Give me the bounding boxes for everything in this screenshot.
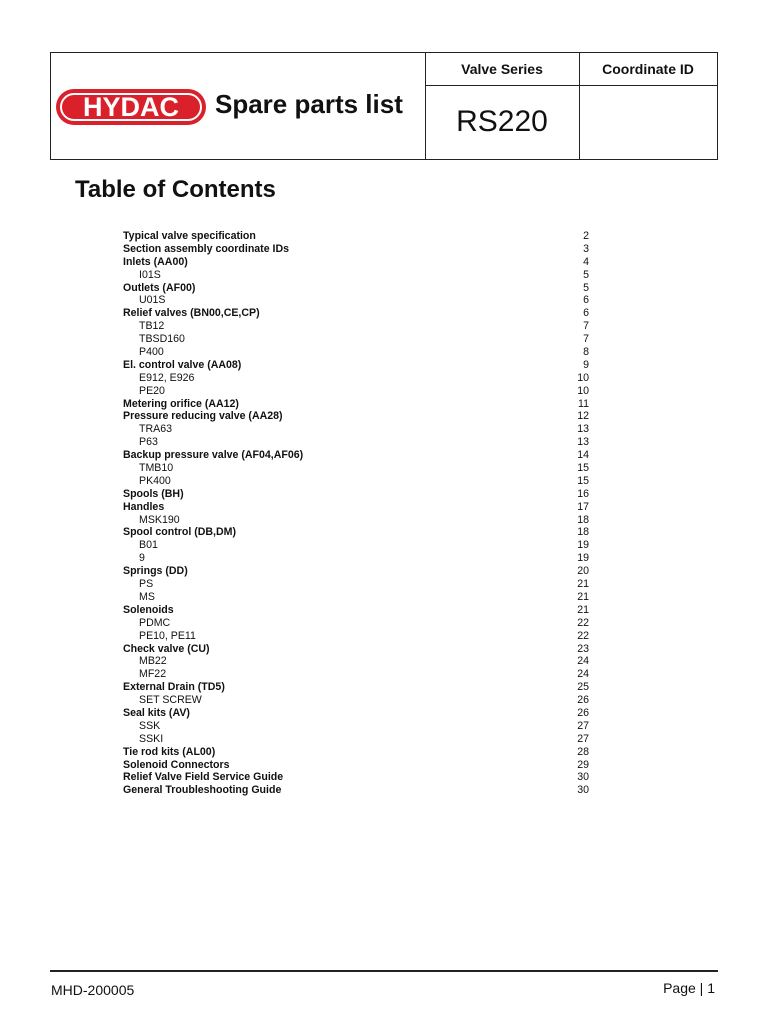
toc-entry[interactable] (123, 462, 593, 475)
toc-entry-title: SSKI (139, 732, 164, 745)
toc-entry-page: 27 (577, 732, 589, 745)
toc-entry-title: Check valve (CU) (123, 642, 210, 655)
toc-entry-title: TB12 (139, 320, 165, 333)
toc-entry-title: Solenoid Connectors (123, 758, 230, 771)
toc-entry-title: E912, E926 (139, 371, 195, 384)
toc-entry[interactable] (123, 230, 593, 243)
toc-entry-title: Handles (123, 500, 165, 513)
valve-series-value: RS220 (456, 105, 548, 138)
toc-entry-title: PE10, PE11 (139, 629, 196, 642)
toc-entry[interactable] (123, 771, 593, 784)
toc-entry[interactable] (123, 733, 593, 746)
toc-entry[interactable] (123, 282, 593, 295)
toc-entry-title: MSK190 (139, 513, 180, 526)
toc-entry[interactable] (123, 707, 593, 720)
document-id: MHD-200005 (51, 982, 135, 998)
toc-entry-title: Relief Valve Field Service Guide (123, 771, 284, 784)
toc-entry-page: 15 (577, 462, 589, 475)
logo-text: HYDAC (60, 93, 202, 121)
toc-entry-title: Springs (DD) (123, 565, 188, 578)
toc-entry-title: P400 (139, 346, 164, 359)
toc-entry[interactable] (123, 552, 593, 565)
toc-entry-title: Typical valve specification (123, 230, 256, 242)
document-title: Spare parts list (215, 89, 403, 119)
toc-entry-page: 27 (577, 719, 589, 732)
toc-entry-title: P63 (139, 436, 158, 449)
toc-entry[interactable] (123, 759, 593, 772)
toc-entry-page: 3 (583, 242, 589, 255)
page-number: Page | 1 (663, 980, 715, 996)
toc-entry-page: 10 (577, 371, 589, 384)
toc-entry[interactable] (123, 243, 593, 256)
toc-entry-page: 6 (583, 307, 589, 320)
toc-entry-title: Solenoids (123, 603, 174, 616)
toc-entry-page: 12 (577, 410, 589, 423)
toc-entry-page: 14 (577, 449, 589, 462)
toc-entry-title: General Troubleshooting Guide (123, 784, 282, 797)
toc-entry-page: 23 (577, 642, 589, 655)
toc-entry-page: 11 (578, 397, 589, 410)
toc-entry-page: 19 (577, 552, 589, 565)
toc-entry[interactable] (123, 385, 593, 398)
toc-entry[interactable] (123, 630, 593, 643)
toc-entry-page: 5 (583, 268, 589, 281)
toc-entry[interactable] (123, 359, 593, 372)
toc-entry[interactable] (123, 565, 593, 578)
toc-entry-title: Seal kits (AV) (123, 706, 190, 719)
footer-divider (50, 970, 718, 972)
toc-entry-title: MB22 (139, 655, 167, 668)
toc-entry-page: 18 (577, 513, 589, 526)
toc-entry[interactable] (123, 269, 593, 282)
toc-entry[interactable] (123, 694, 593, 707)
toc-entry-page: 18 (577, 526, 589, 539)
toc-entry-page: 22 (577, 629, 589, 642)
toc-entry-title: Section assembly coordinate IDs (123, 242, 290, 255)
toc-entry-title: PDMC (139, 616, 171, 629)
toc-entry[interactable] (123, 784, 593, 797)
toc-entry-page: 26 (577, 694, 589, 707)
toc-entry-page: 30 (577, 784, 589, 797)
toc-entry-page: 24 (577, 668, 589, 681)
toc-entry-title: Backup pressure valve (AF04,AF06) (123, 449, 304, 462)
toc-entry-title: Inlets (AA00) (123, 255, 188, 268)
toc-entry-title: TBSD160 (139, 333, 185, 346)
toc-entry[interactable] (123, 333, 593, 346)
toc-entry-title: SSK (139, 719, 161, 732)
toc-entry[interactable] (123, 617, 593, 630)
toc-entry-page: 15 (577, 474, 589, 487)
toc-entry-page: 16 (577, 487, 589, 500)
toc-entry-page: 8 (583, 346, 589, 359)
toc-entry-title: U01S (139, 294, 166, 307)
toc-entry[interactable] (123, 294, 593, 307)
toc-entry-page: 28 (577, 745, 589, 758)
toc-entry-page: 7 (583, 320, 589, 333)
toc-entry-page: 4 (583, 255, 589, 268)
toc-entry[interactable] (123, 539, 593, 552)
toc-entry[interactable] (123, 410, 593, 423)
toc-entry-title: Tie rod kits (AL00) (123, 745, 216, 758)
toc-entry-title: El. control valve (AA08) (123, 358, 242, 371)
toc-entry-title: MS (139, 590, 155, 603)
toc-entry-page: 19 (577, 539, 589, 552)
toc-entry-title: PE20 (139, 384, 165, 397)
toc-entry[interactable] (123, 346, 593, 359)
toc-entry-title: MF22 (139, 668, 167, 681)
header-box (50, 52, 718, 160)
toc-entry-page: 9 (583, 358, 589, 371)
toc-entry-page: 25 (577, 681, 589, 694)
toc-entry-title: Pressure reducing valve (AA28) (123, 410, 283, 423)
toc-entry[interactable] (123, 591, 593, 604)
toc-entry-page: 13 (577, 436, 589, 449)
toc-entry[interactable] (123, 720, 593, 733)
toc-entry-title: B01 (139, 539, 158, 552)
toc-entry[interactable] (123, 526, 593, 539)
toc-entry[interactable] (123, 655, 593, 668)
toc-entry[interactable] (123, 578, 593, 591)
toc-entry[interactable] (123, 256, 593, 269)
hydac-logo (56, 89, 206, 125)
toc-entry-title: TRA63 (139, 423, 172, 436)
toc-entry-title: Spools (BH) (123, 487, 184, 500)
toc-entry-page: 21 (577, 578, 589, 591)
toc-entry-page: 10 (577, 384, 589, 397)
toc-entry-page: 24 (577, 655, 589, 668)
toc-entry-page: 30 (577, 771, 589, 784)
toc-entry[interactable] (123, 398, 593, 411)
coordinate-id-label: Coordinate ID (602, 61, 694, 77)
toc-entry-title: 9 (139, 552, 145, 565)
toc-entry[interactable] (123, 514, 593, 527)
toc-entry-title: Outlets (AF00) (123, 281, 196, 294)
valve-series-label: Valve Series (461, 61, 543, 77)
toc-entry[interactable] (123, 746, 593, 759)
toc-entry-page: 29 (577, 758, 589, 771)
toc-entry-page: 2 (583, 230, 589, 242)
toc-entry[interactable] (123, 668, 593, 681)
toc-entry-title: TMB10 (139, 462, 174, 475)
toc-entry-title: SET SCREW (139, 694, 202, 707)
toc-entry-title: Metering orifice (AA12) (123, 397, 239, 410)
toc-entry[interactable] (123, 449, 593, 462)
toc-entry-title: Relief valves (BN00,CE,CP) (123, 307, 260, 320)
toc-entry[interactable] (123, 475, 593, 488)
toc-entry-page: 21 (577, 603, 589, 616)
toc-entry[interactable] (123, 436, 593, 449)
toc-entry-page: 7 (583, 333, 589, 346)
toc-heading: Table of Contents (75, 176, 276, 203)
toc-entry[interactable] (123, 604, 593, 617)
toc-entry-title: I01S (139, 268, 161, 281)
coordinate-id-value (579, 85, 717, 159)
toc-entry-title: PK400 (139, 474, 171, 487)
table-of-contents (123, 230, 593, 797)
toc-entry-page: 21 (577, 590, 589, 603)
toc-entry-page: 5 (583, 281, 589, 294)
toc-entry-title: Spool control (DB,DM) (123, 526, 236, 539)
toc-entry-page: 17 (577, 500, 589, 513)
toc-entry-page: 13 (577, 423, 589, 436)
toc-entry[interactable] (123, 681, 593, 694)
toc-entry[interactable] (123, 488, 593, 501)
toc-entry-title: External Drain (TD5) (123, 681, 225, 694)
toc-entry[interactable] (123, 307, 593, 320)
toc-entry[interactable] (123, 320, 593, 333)
toc-entry-page: 6 (583, 294, 589, 307)
toc-entry[interactable] (123, 501, 593, 514)
toc-entry[interactable] (123, 643, 593, 656)
toc-entry-page: 22 (577, 616, 589, 629)
toc-entry-title: PS (139, 578, 154, 591)
toc-entry-page: 26 (577, 706, 589, 719)
toc-entry-page: 20 (577, 565, 589, 578)
toc-entry[interactable] (123, 372, 593, 385)
toc-entry[interactable] (123, 423, 593, 436)
